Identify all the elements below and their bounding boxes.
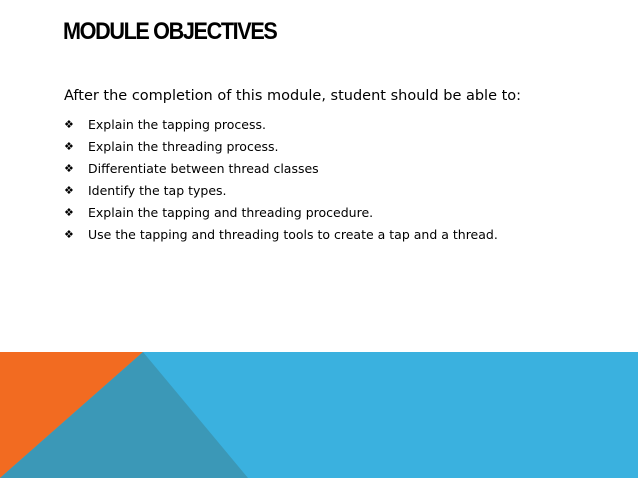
list-item [64,201,498,223]
objective-text: Explain the tapping and threading procedure. [88,204,374,220]
list-item [64,223,498,245]
objective-text: Explain the threading process. [88,138,279,154]
objective-text: Explain the tapping process. [88,116,266,132]
list-item [64,135,498,157]
diamond-bullet-icon: ❖ [64,117,74,131]
diamond-bullet-icon: ❖ [64,227,74,241]
slide-title: MODULE OBJECTIVES [63,18,277,45]
objective-text: Differentiate between thread classes [88,160,319,176]
diamond-bullet-icon: ❖ [64,183,74,197]
diamond-bullet-icon: ❖ [64,161,74,175]
objective-text: Use the tapping and threading tools to create a tap and a thread. [88,226,498,242]
intro-text: After the completion of this module, student should be able to: [64,88,522,104]
list-item [64,179,498,201]
diamond-bullet-icon: ❖ [64,205,74,219]
objectives-list [64,113,498,245]
diamond-bullet-icon: ❖ [64,139,74,153]
list-item [64,113,498,135]
list-item [64,157,498,179]
objective-text: Identify the tap types. [88,182,227,198]
decorative-footer-band [0,352,638,478]
